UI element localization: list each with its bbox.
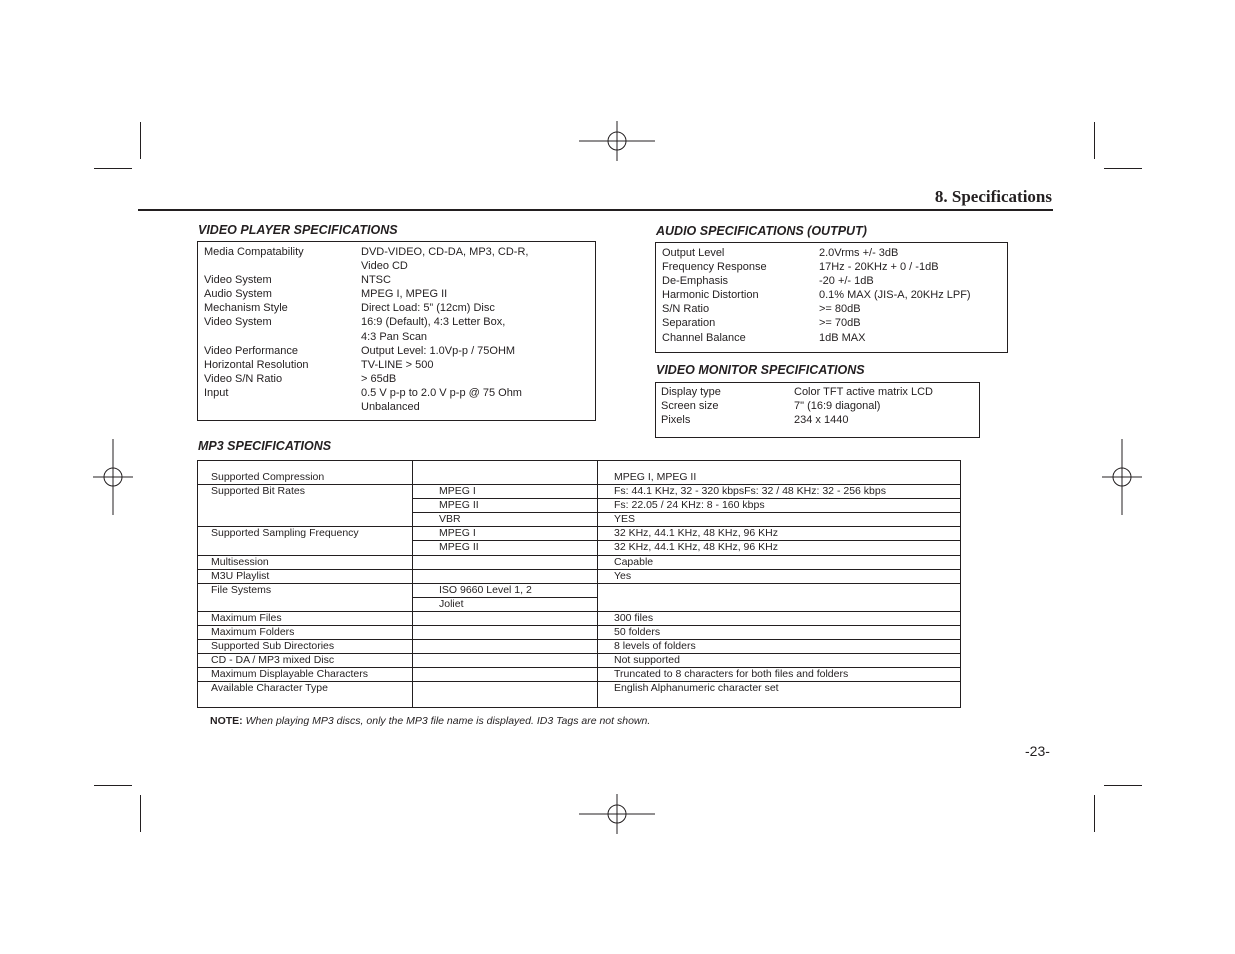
table-cell: Supported Bit Rates [198,485,413,499]
page-number: -23- [1025,743,1050,759]
registration-mark-icon [579,103,655,179]
audio-spec-list [662,246,971,345]
table-cell: 32 KHz, 44.1 KHz, 48 KHz, 96 KHz [598,541,961,556]
spec-row [662,260,971,274]
spec-row [661,385,933,399]
spec-row [204,245,528,259]
spec-value: 0.5 V p-p to 2.0 V p-p @ 75 Ohm [361,386,522,399]
crop-mark [1104,785,1142,786]
table-row [198,485,961,499]
table-cell [198,597,413,611]
spec-value: >= 80dB [819,303,861,316]
spec-label: Video S/N Ratio [204,372,283,385]
spec-label: De-Emphasis [662,275,729,288]
spec-value: -20 +/- 1dB [819,275,874,288]
table-row [198,499,961,513]
registration-mark-icon [579,776,655,852]
spec-label: Separation [662,317,716,330]
table-cell: MPEG I [413,485,598,499]
spec-value: 16:9 (Default), 4:3 Letter Box, [361,316,506,329]
table-cell: Capable [598,555,961,569]
spec-row [204,287,528,301]
spec-value: NTSC [361,274,391,287]
spec-label [204,330,361,344]
audio-specs-title: AUDIO SPECIFICATIONS (OUTPUT) [656,224,867,238]
table-row [198,461,961,485]
spec-label: Display type [661,386,721,398]
table-cell: M3U Playlist [198,569,413,583]
mp3-specs-title: MP3 SPECIFICATIONS [198,439,332,453]
table-row [198,667,961,681]
crop-mark [1104,168,1142,169]
table-cell: Maximum Folders [198,625,413,639]
table-cell: MPEG I, MPEG II [598,461,961,485]
table-cell: English Alphanumeric character set [598,681,961,707]
spec-value: TV-LINE > 500 [361,358,434,371]
table-cell: ISO 9660 Level 1, 2 [413,583,598,597]
table-cell: Supported Sampling Frequency [198,527,413,541]
note-text: When playing MP3 discs, only the MP3 file name is displayed. ID3 Tags are not shown. [245,715,651,727]
spec-label: Frequency Response [662,261,767,274]
table-cell: Joliet [413,597,598,611]
spec-label [204,259,361,273]
crop-mark [140,795,141,832]
spec-row [204,344,528,358]
table-row [198,541,961,556]
spec-row [204,259,528,273]
table-row [198,625,961,639]
spec-value: > 65dB [361,372,397,385]
spec-row [661,399,933,413]
table-row [198,681,961,707]
table-cell [413,569,598,583]
spec-label: Output Level [662,247,725,259]
spec-value: 2.0Vrms +/- 3dB [819,247,899,259]
spec-label: Channel Balance [662,331,746,344]
table-cell: Multisession [198,555,413,569]
spec-row [662,246,971,260]
video-player-spec-list [204,245,528,414]
spec-value: 4:3 Pan Scan [361,330,428,343]
table-row [198,555,961,569]
table-cell: Supported Sub Directories [198,639,413,653]
table-cell [413,639,598,653]
video-monitor-spec-list [661,385,933,427]
table-cell: 50 folders [598,625,961,639]
title-rule [138,209,1053,211]
video-monitor-title: VIDEO MONITOR SPECIFICATIONS [656,363,865,377]
spec-value: 1dB MAX [819,331,866,344]
spec-value: >= 70dB [819,317,861,330]
spec-value: Unbalanced [361,401,420,414]
table-cell: Fs: 44.1 KHz, 32 - 320 kbpsFs: 32 / 48 KHz: 32 - 256 kbps [598,485,961,499]
table-cell [413,625,598,639]
table-cell: CD - DA / MP3 mixed Disc [198,653,413,667]
table-cell [413,555,598,569]
spec-label: Pixels [661,414,691,427]
spec-label: Video System [204,274,272,287]
table-cell: 32 KHz, 44.1 KHz, 48 KHz, 96 KHz [598,527,961,541]
table-cell [198,513,413,527]
table-cell [413,681,598,707]
table-cell: MPEG II [413,541,598,556]
table-cell: Truncated to 8 characters for both files and folders [598,667,961,681]
spec-label: Harmonic Distortion [662,289,759,302]
table-cell [598,583,961,597]
page-title: 8. Specifications [934,187,1052,206]
table-cell: Maximum Displayable Characters [198,667,413,681]
spec-value: Direct Load: 5” (12cm) Disc [361,302,495,315]
spec-label: Video Performance [204,344,298,357]
spec-row [662,316,971,330]
table-cell: MPEG II [413,499,598,513]
spec-label: Mechanism Style [204,302,288,315]
spec-value: Color TFT active matrix LCD [794,386,933,398]
table-cell: Yes [598,569,961,583]
registration-mark-icon [75,439,151,515]
spec-value: Video CD [361,260,408,273]
spec-row [662,331,971,345]
table-cell: Not supported [598,653,961,667]
crop-mark [1094,122,1095,159]
note-label: NOTE: [210,715,243,727]
spec-row [204,315,528,329]
spec-row [204,372,528,386]
table-cell: VBR [413,513,598,527]
table-cell [413,667,598,681]
table-row [198,527,961,541]
spec-value: MPEG I, MPEG II [361,288,448,301]
table-row [198,611,961,625]
spec-row [662,274,971,288]
spec-label: Audio System [204,288,272,301]
spec-label [204,400,361,414]
spec-value: 17Hz - 20KHz + 0 / -1dB [819,261,939,274]
spec-label: Screen size [661,400,719,413]
spec-label: S/N Ratio [662,303,710,316]
spec-value: DVD-VIDEO, CD-DA, MP3, CD-R, [361,246,529,258]
table-row [198,569,961,583]
table-cell: Maximum Files [198,611,413,625]
table-cell [598,597,961,611]
crop-mark [140,122,141,159]
table-cell [198,499,413,513]
crop-mark [1094,795,1095,832]
table-cell [198,541,413,556]
spec-row [204,400,528,414]
spec-label: Input [204,386,229,399]
spec-row [204,301,528,315]
table-cell: Available Character Type [198,681,413,707]
table-row [198,583,961,597]
spec-value: 234 x 1440 [794,414,849,427]
table-cell: YES [598,513,961,527]
table-cell: 300 files [598,611,961,625]
crop-mark [94,785,132,786]
spec-row [661,413,933,427]
table-cell: Fs: 22.05 / 24 KHz: 8 - 160 kbps [598,499,961,513]
video-player-title: VIDEO PLAYER SPECIFICATIONS [198,223,398,237]
table-row [198,513,961,527]
table-row [198,653,961,667]
table-cell [413,611,598,625]
table-cell: Supported Compression [198,461,413,485]
spec-row [662,302,971,316]
spec-row [204,358,528,372]
spec-label: Media Compatability [204,246,304,258]
mp3-spec-table [197,460,961,708]
table-cell: File Systems [198,583,413,597]
spec-row [662,288,971,302]
spec-label: Horizontal Resolution [204,358,309,371]
table-cell [413,461,598,485]
table-cell [413,653,598,667]
registration-mark-icon [1084,439,1160,515]
table-row [198,639,961,653]
spec-row [204,386,528,400]
spec-label: Video System [204,316,272,329]
mp3-note [210,715,650,727]
spec-value: 7" (16:9 diagonal) [794,400,881,413]
crop-mark [94,168,132,169]
table-row [198,597,961,611]
table-cell: 8 levels of folders [598,639,961,653]
spec-value: 0.1% MAX (JIS-A, 20KHz LPF) [819,289,971,302]
spec-value: Output Level: 1.0Vp-p / 75OHM [361,344,516,357]
spec-row [204,273,528,287]
table-cell: MPEG I [413,527,598,541]
spec-row [204,330,528,344]
